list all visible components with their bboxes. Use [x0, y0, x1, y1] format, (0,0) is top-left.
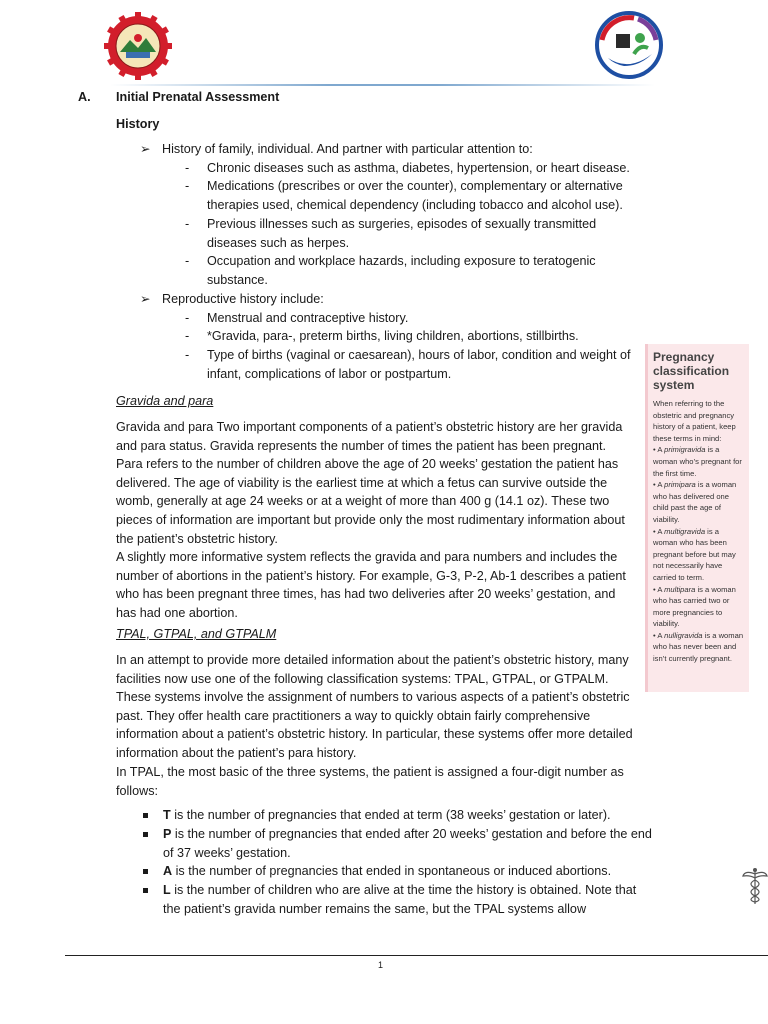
sidebar-intro: When referring to the obstetric and pregnancy history of a patient, keep these terms in mind: — [653, 399, 736, 443]
tpal-item-text: is the number of children who are alive at the time the history is obtained. Note that the patient’s gravida number remains the same, but the TPAL systems allow — [163, 883, 637, 916]
sub-list-item-text: Type of births (vaginal or caesarean), hours of labor, condition and weight of infant, complications of labor or postpartum. — [207, 348, 631, 381]
gravida-heading: Gravida and para — [116, 394, 214, 408]
list-item-text: History of family, individual. And partner with particular attention to: — [162, 142, 533, 156]
program-emblem-icon — [594, 10, 664, 80]
section-title: Initial Prenatal Assessment — [116, 90, 280, 104]
square-bullet-icon — [143, 869, 148, 874]
sidebar-term-item: • A nulligravida is a woman who has never been and isn’t currently pregnant. — [653, 630, 744, 664]
sidebar-term: multigravida — [664, 526, 706, 536]
sub-list-item-text: Medications (prescribes or over the counter), complementary or alternative therapies used, chemical dependency (including tobacco and alcohol use). — [207, 179, 623, 212]
tpal-item-text: is the number of pregnancies that ended after 20 weeks’ gestation and before the end of 37 weeks’ gestation. — [163, 827, 652, 860]
arrow-bullet-icon: ➢ — [140, 142, 151, 156]
sidebar-term-item: • A multipara is a woman who has carried two or more pregnancies to viability. — [653, 584, 736, 629]
sub-list-item-text: *Gravida, para-, preterm births, living children, abortions, stillbirths. — [207, 329, 579, 343]
list-item-text: Reproductive history include: — [162, 292, 324, 306]
gravida-paragraph-2: A slightly more informative system reflects the gravida and para numbers and includes the number of abortions in the patient’s history. For example, G-3, P-2, Ab-1 describes a patient who has been pregnant three times, has had two deliveries after 20 weeks’ gestation, and has had one abortion. — [116, 550, 626, 620]
arrow-bullet-icon: ➢ — [140, 292, 151, 306]
tpal-letter: P — [163, 827, 172, 841]
sidebar-term: primipara — [664, 480, 696, 490]
sub-list-item-text: Chronic diseases such as asthma, diabetes, hypertension, or heart disease. — [207, 161, 630, 175]
sub-list-item-text: Occupation and workplace hazards, including exposure to teratogenic substance. — [207, 254, 596, 287]
tpal-paragraph-1: In an attempt to provide more detailed information about the patient’s obstetric history, many facilities now use one of the following classification systems: TPAL, GTPAL, or GTPALM. These systems involve the assignment of numbers to various aspects of a patient’s obstetric past. They offer health care practitioners a way to quickly obtain fairly comprehensive information about a patient’s obstetric history. In particular, these systems offer more detailed information about the patient’s para history. — [116, 653, 633, 760]
tpal-item-text: is the number of pregnancies that ended in spontaneous or induced abortions. — [172, 864, 612, 878]
caduceus-icon — [742, 866, 768, 906]
sub-list-item-text: Menstrual and contraceptive history. — [207, 311, 409, 325]
sidebar-term: primigravida — [664, 445, 706, 455]
sidebar-title: Pregnancy classification system — [653, 350, 730, 392]
sidebar-term-item: • A multigravida is a woman who has been pregnant before but may not necessarily have carried to term. — [653, 526, 736, 582]
page-number: 1 — [378, 960, 384, 970]
tpal-letter: T — [163, 808, 171, 822]
sub-list-item-text: Previous illnesses such as surgeries, episodes of sexually transmitted diseases such as herpes. — [207, 217, 597, 250]
section-letter: A. — [78, 90, 91, 104]
history-heading: History — [116, 117, 160, 131]
square-bullet-icon — [143, 813, 148, 818]
college-seal-icon — [104, 12, 172, 80]
gravida-paragraph-1: Gravida and para Two important components of a patient’s obstetric history are her gravida and para status. Gravida represents the number of times the patient has been pregnant. Para refers to the number of children above the age of 20 weeks’ gestation the patient has delivered. The age of viability is the earliest time at which a fetus can survive outside the womb, generally at age 24 weeks or at a weight of more than 400 g (14.1 oz). These two pieces of information are important but provide only the most rudimentary information about the patient’s obstetric history. — [116, 420, 625, 546]
square-bullet-icon — [143, 888, 148, 893]
pregnancy-classification-sidebar — [645, 344, 749, 692]
tpal-letter: L — [163, 883, 171, 897]
sidebar-term-item: • A primigravida is a woman who’s pregnant for the first time. — [653, 445, 742, 478]
tpal-paragraph-2: In TPAL, the most basic of the three systems, the patient is assigned a four-digit number as follows: — [116, 765, 624, 798]
square-bullet-icon — [143, 832, 148, 837]
tpal-letter: A — [163, 864, 173, 878]
header-divider — [110, 84, 655, 86]
sidebar-term-item: • A primipara is a woman who has delivered one child past the age of viability. — [653, 480, 737, 524]
sidebar-term: multipara — [664, 584, 696, 594]
sidebar-term: nulligravida — [664, 630, 703, 640]
footer-divider — [65, 955, 768, 956]
tpal-heading: TPAL, GTPAL, and GTPALM — [116, 627, 277, 641]
tpal-item-text: is the number of pregnancies that ended at term (38 weeks’ gestation or later). — [170, 808, 611, 822]
